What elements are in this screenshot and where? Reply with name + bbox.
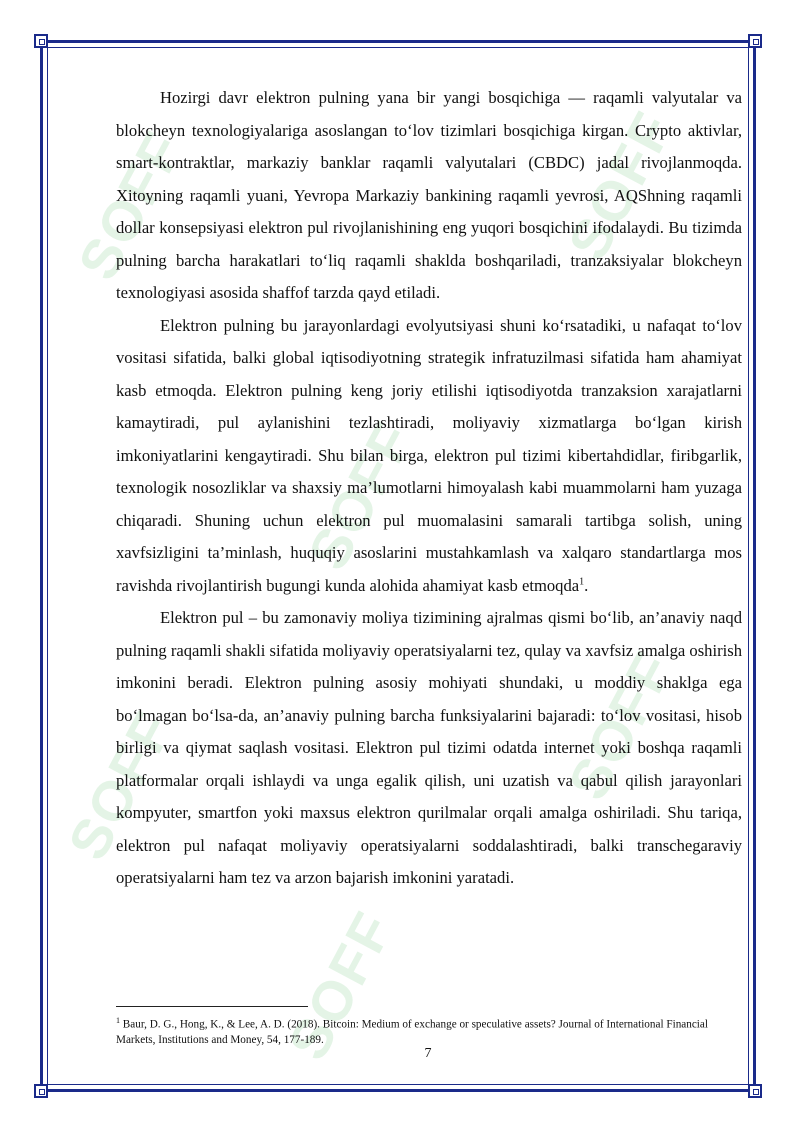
page-number: 7 <box>424 1046 432 1061</box>
page-body <box>116 82 742 895</box>
footnote-text: Baur, D. G., Hong, K., & Lee, A. D. (2018). Bitcoin: Medium of exchange or speculative assets? Journal of International Financial Markets, Institutions and Money, 54, 177-189. <box>116 1018 708 1046</box>
watermark-logo: SOFF <box>555 100 685 270</box>
frame-corner-ornament <box>34 34 48 48</box>
watermark-logo: SOFF <box>275 900 405 1070</box>
frame-corner-ornament <box>748 1084 762 1098</box>
frame-corner-ornament <box>748 34 762 48</box>
paragraph: Hozirgi davr elektron pulning yana bir yangi bosqichiga — raqamli valyutalar va blokcheyn texnologiyalariga asoslangan to‘lov tizimlari bosqichiga kirgan. Crypto aktivlar, smart-kontraktlar, markaziy banklar raqamli valyutalari (CBDC) jadal rivojlanmoqda. Xitoyning raqamli yuani, Yevropa Markaziy bankining raqamli yevrosi, AQShning raqamli dollar konsepsiyasi elektron pul rivojlanishining eng yuqori bosqichini ifodalaydi. Bu tizimda pulning barcha harakatlari to‘liq raqamli shaklda boshqariladi, tranzaksiyalar blokcheyn texnologiyasi asosida shaffof tarzda qayd etiladi. <box>116 88 742 302</box>
footnote-marker: 1 <box>116 1016 120 1025</box>
frame-corner-ornament <box>34 1084 48 1098</box>
watermark-logo: SOFF <box>295 410 425 580</box>
watermark-logo: SOFF <box>555 640 685 810</box>
watermark-logo: SOFF <box>65 120 195 290</box>
paragraph-text: Elektron pulning bu jarayonlardagi evolyutsiyasi shuni ko‘rsatadiki, u nafaqat to‘lov vositasi sifatida, balki global iqtisodiyotning strategik infratuzilmasi sifatida ham ahamiyat kasb etmoqda. Elektron pulning keng joriy etilishi iqtisodiyotda tranzaksion xarajatlarni kamaytiradi, pul aylanishini tezlashtiradi, moliyaviy xizmatlarga bo‘lgan kirish imkoniyatlarini kengaytiradi. Shu bilan birga, elektron pul tizimi kibertahdidlar, firibgarlik, texnologik nosozliklar va shaxsiy ma’lumotlarni himoyalash kabi muammolarni ham yuzaga chiqaradi. Shuning uchun elektron pul muomalasini samarali tartibga solish, uning xavfsizligini ta’minlash, huquqiy asoslarini mustahkamlash va xalqaro standartlarga mos ravishda rivojlantirish bugungi kunda alohida ahamiyat kasb etmoqda <box>116 315 742 595</box>
footnote-reference[interactable]: 1 <box>579 575 585 587</box>
paragraph: Elektron pul – bu zamonaviy moliya tizimining ajralmas qismi bo‘lib, an’anaviy naqd pulning raqamli shakli sifatida moliyaviy operatsiyalarni tez, qulay va xavfsiz amalga oshirish imkonini beradi. Elektron pulning asosiy mohiyati shundaki, u moddiy shaklga ega bo‘lmagan bo‘lsa-da, an’anaviy pulning barcha funksiyalarini bajaradi: to‘lov vositasi, hisob birligi va qiymat saqlash vositasi. Elektron pul tizimi odatda internet yoki boshqa raqamli platformalar orqali ishlaydi va unga egalik qilish, uni uzatish va qabul qilish jarayonlari kompyuter, smartfon yoki maxsus elektron qurilmalar orqali amalga oshiriladi. Shu tariqa, elektron pul nafaqat moliyaviy operatsiyalarni soddalashtiradi, balki transchegaraviy operatsiyalarni ham tez va arzon bajarish imkonini yaratadi. <box>116 608 742 887</box>
footnote <box>116 1013 716 1048</box>
paragraph: Elektron pulning bu jarayonlardagi evolyutsiyasi shuni ko‘rsatadiki, u nafaqat to‘lov vositasi sifatida, balki global iqtisodiyotning strategik infratuzilmasi sifatida ham ahamiyat kasb etmoqda. Elektron pulning keng joriy etilishi iqtisodiyotda tranzaksion xarajatlarni kamaytiradi, pul aylanishini tezlashtiradi, moliyaviy xizmatlarga bo‘lgan kirish imkoniyatlarini kengaytiradi. Shu bilan birga, elektron pul tizimi kibertahdidlar, firibgarlik, texnologik nosozliklar va shaxsiy ma’lumotlarni himoyalash kabi muammolarni ham yuzaga chiqaradi. Shuning uchun elektron pul muomalasini samarali tartibga solish, uning xavfsizligini ta’minlash, huquqiy asoslarini mustahkamlash va xalqaro standartlarga mos ravishda rivojlantirish bugungi kunda alohida ahamiyat kasb etmoqda$^1$. <box>116 315 742 595</box>
footnote-separator <box>116 1006 308 1007</box>
watermark-logo: SOFF <box>55 700 185 870</box>
